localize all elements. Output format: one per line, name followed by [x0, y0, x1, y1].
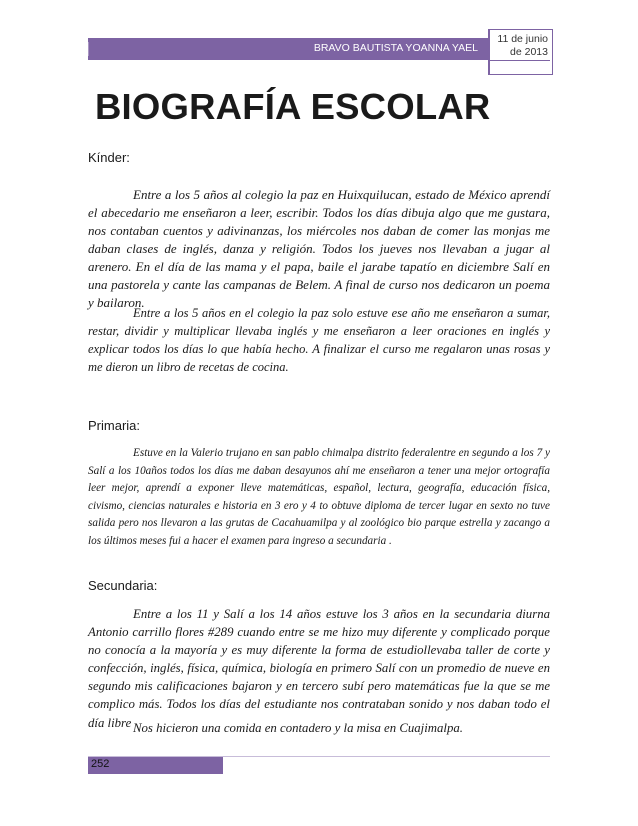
header-divider — [88, 42, 89, 56]
paragraph-secundaria-2: Nos hicieron una comida en contadero y la misa en Cuajimalpa. — [133, 721, 463, 735]
page-title: BIOGRAFÍA ESCOLAR — [95, 86, 491, 127]
section-heading-kinder: Kínder: — [88, 150, 130, 165]
paragraph-kinder-1: Entre a los 5 años al colegio la paz en Huixquilucan, estado de México aprendí el abecedario me enseñaron a leer, escribir. Todos los días dibuja algo que me gustara, nos contaban cuentos y adivinanzas, los miércoles nos daban de comer las monjas me daban clases de inglés, danza y religión. Todos los jueves nos llevaban a jugar al arenero. En el día de las mama y el papa, baile el jarabe tapatío en diciembre Salí en una pastorela y cante las campanas de Belem. A final de curso nos dedicaron un poema y bailaron. — [88, 187, 550, 310]
page-number: 252 — [91, 758, 110, 770]
header-bar — [88, 38, 488, 60]
date-line-2: de 2013 — [510, 46, 548, 58]
section-heading-primaria: Primaria: — [88, 418, 141, 433]
author-name: BRAVO BAUTISTA YOANNA YAEL — [313, 42, 478, 54]
date-line-1: 11 de junio — [497, 33, 548, 45]
paragraph-secundaria-1: Entre a los 11 y Salí a los 14 años estuve los 3 años en la secundaria diurna Antonio carrillo flores #289 cuando entre se me hizo muy diferente y complicado porque no conocía a la mayoría y es muy diferente la forma de estudiollevaba taller de corte y confección, inglés, física, química, biología en primero Salí con un promedio de nueve en segundo mis calificaciones bajaron y en tercero subí pero matemáticas fue la que se me complico más. Todos los días del estudiante nos contrataban sonido y nos daban todo el día libre — [88, 607, 550, 730]
section-heading-secundaria: Secundaria: — [88, 578, 158, 593]
paragraph-primaria-1: Estuve en la Valerio trujano en san pablo chimalpa distrito federalentre en segundo a los 7 y Salí a los 10años todos los días me daban desayunos ahí me enseñaron a tener una mejor ortografía leer mejor, aprendí a exponer lleve matemáticas, español, lectura, geografía, educación física, civismo, ciencias naturales e historia en 3 ero y 4 to obtuve diploma de tercer lugar en sexto no tuve salida pero nos llevaron a las grutas de Cacahuamilpa y al zoológico bio parque estrella y zacango a los últimos meses fui a hacer el examen para ingreso a secundaria . — [88, 447, 550, 547]
footer-bar — [88, 757, 223, 774]
paragraph-kinder-2: Entre a los 5 años en el colegio la paz solo estuve ese año me enseñaron a sumar, restar, dividir y multiplicar llevaba inglés y me enseñaron a leer oraciones en inglés y explicar todos los días lo que había hecho. A finalizar el curso me regalaron unas rosas y me dieron un libro de recetas de cocina. — [88, 306, 550, 374]
date-box — [488, 29, 553, 75]
header-rule — [488, 60, 550, 61]
